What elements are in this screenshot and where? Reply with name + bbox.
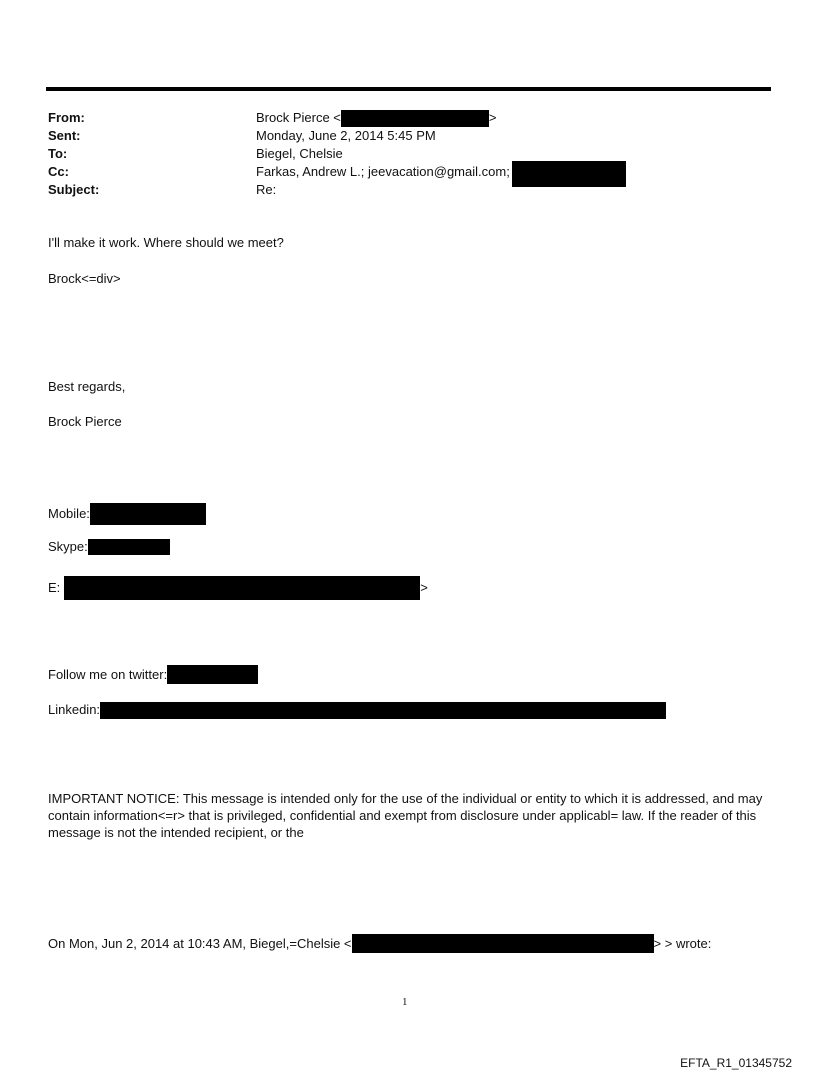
sent-label: Sent: [48,128,81,143]
email-label: E: [48,580,61,595]
cc-value: Farkas, Andrew L.; jeevacation@gmail.com; [256,164,510,179]
quote-suffix: > > wrote: [653,935,712,951]
to-label: To: [48,146,68,161]
quote-line [48,934,711,953]
mobile-line [48,503,206,525]
body-line: I'll make it work. Where should we meet? [48,235,284,250]
legal-notice: IMPORTANT NOTICE: This message is intended only for the use of the individual or entity to which it is addressed, and may contain information<=r> that is privileged, confidential and exempt from disclosure under applicabl= law. If the reader of this message is not the intended recipient, or the [48,791,763,840]
from-label: From: [48,110,85,125]
email-header [48,109,768,199]
from-name: Brock Pierce < [256,110,341,125]
cc-row [48,163,768,181]
skype-line [48,538,170,556]
subject-value: Re: [256,182,277,197]
redaction-box [352,934,654,953]
linkedin-label: Linkedin: [48,702,101,717]
from-row [48,109,768,127]
signature-name: Brock Pierce [48,414,122,429]
header-rule [46,87,771,91]
from-close: > [488,110,497,125]
skype-label: Skype: [48,539,88,554]
twitter-label: Follow me on twitter: [48,666,168,682]
mobile-label: Mobile: [48,506,90,521]
redaction-box [100,702,666,719]
body-line: Brock<=div> [48,271,121,286]
quote-prefix: On Mon, Jun 2, 2014 at 10:43 AM, Biegel,=Chelsie < [48,935,352,951]
subject-label: Subject: [48,182,100,197]
redaction-box [167,665,258,684]
sent-value: Monday, June 2, 2014 5:45 PM [256,128,436,143]
redaction-box [64,576,420,600]
redaction-box [512,161,626,187]
page-number: 1 [402,996,408,1008]
to-row [48,145,768,163]
closing-line: Best regards, [48,379,126,394]
email-line [48,576,428,600]
email-close: > [420,580,428,595]
redaction-box [88,539,170,555]
redaction-box [341,110,489,127]
document-id: EFTA_R1_01345752 [680,1056,792,1070]
redaction-box [90,503,206,525]
subject-row [48,181,768,199]
twitter-line [48,665,258,684]
cc-label: Cc: [48,164,69,179]
linkedin-line [48,701,666,719]
to-value: Biegel, Chelsie [256,146,343,161]
sent-row [48,127,768,145]
